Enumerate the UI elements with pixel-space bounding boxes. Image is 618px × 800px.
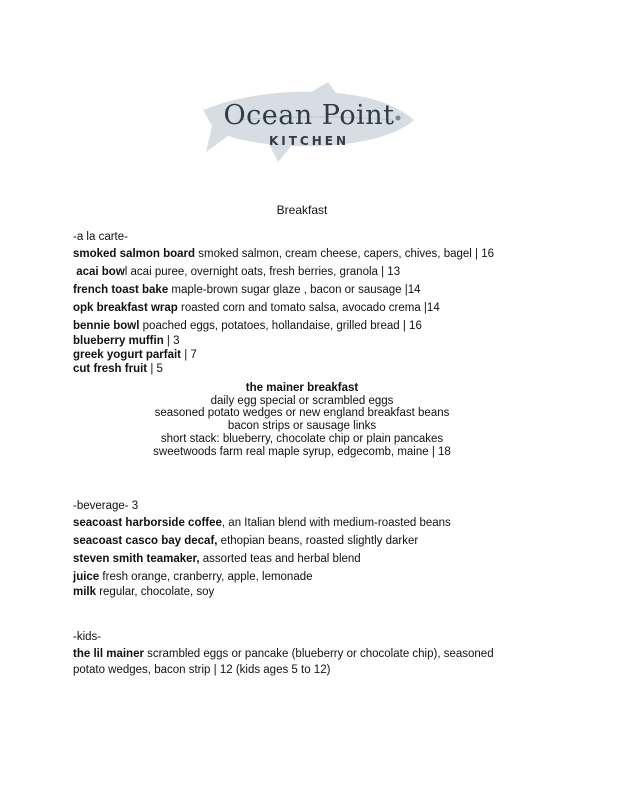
menu-item	[73, 318, 573, 335]
special-name-text: the mainer breakfast	[245, 382, 359, 394]
menu-item-desc: assorted teas and herbal blend	[199, 552, 361, 565]
menu-item-desc: | 5	[147, 363, 163, 375]
menu-item	[73, 533, 573, 550]
section-header: -beverage- 3	[73, 500, 139, 512]
special-line: sweetwoods farm real maple syrup, edgecomb, maine | 18	[153, 445, 451, 458]
menu-item-name: cut fresh fruit	[73, 363, 148, 375]
menu-item-desc: fresh orange, cranberry, apple, lemonade	[99, 570, 313, 583]
menu-item-desc: | 7	[181, 349, 197, 361]
menu-item	[73, 585, 573, 599]
menu-item	[73, 348, 573, 362]
special-line: short stack: blueberry, chocolate chip or plain pancakes	[160, 433, 444, 445]
menu-item-desc: , an Italian blend with medium-roasted beans	[221, 516, 451, 529]
menu-item-desc: regular, chocolate, soy	[96, 586, 215, 598]
menu-item	[73, 551, 573, 568]
special-line: bacon strips or sausage links	[227, 419, 377, 432]
logo-subtitle: KITCHEN	[268, 134, 350, 148]
menu-item-name: smoked salmon board	[73, 247, 196, 260]
beverage-section	[73, 498, 573, 599]
menu-item	[73, 515, 573, 532]
menu-item	[73, 362, 573, 376]
menu-item-name: blueberry muffin	[73, 335, 164, 347]
menu-item-name: milk	[73, 586, 97, 598]
menu-item-desc: scrambled eggs or pancake (blueberry or chocolate chip), seasoned	[143, 647, 494, 660]
menu-item-name: opk breakfast wrap	[73, 301, 178, 314]
kids-section	[73, 629, 573, 679]
special-line: seasoned potato wedges or new england breakfast beans	[154, 407, 450, 419]
menu-item-desc: poached eggs, potatoes, hollandaise, grilled bread | 16	[139, 319, 422, 332]
menu-title: Breakfast	[276, 203, 328, 217]
menu-item-desc: maple-brown sugar glaze , bacon or sausage |14	[168, 283, 421, 296]
mainer-breakfast-special	[0, 382, 604, 458]
a-la-carte-section	[73, 229, 573, 376]
section-header: -kids-	[73, 631, 102, 643]
logo-title: Ocean Point	[223, 100, 395, 131]
special-name	[0, 382, 604, 395]
menu-item-name: the lil mainer	[73, 647, 144, 660]
menu-item-name: juice	[73, 570, 100, 583]
menu-item	[73, 569, 573, 586]
menu-item-desc: l acai puree, overnight oats, fresh berries, granola | 13	[124, 265, 401, 278]
menu-item-name: steven smith teamaker,	[73, 552, 200, 565]
menu-item	[73, 246, 573, 263]
menu-item-desc-continued: potato wedges, bacon strip | 12 (kids ages 5 to 12)	[73, 664, 331, 676]
special-line: daily egg special or scrambled eggs	[210, 394, 394, 407]
menu-item-desc: ethopian beans, roasted slightly darker	[217, 534, 419, 547]
menu-item	[73, 282, 573, 299]
menu-item-name: acai bow	[76, 265, 125, 278]
menu-item	[73, 300, 573, 317]
ocean-point-kitchen-logo	[198, 80, 420, 170]
menu-item-desc: roasted corn and tomato salsa, avocado crema |14	[177, 301, 440, 314]
menu-item-name: bennie bowl	[73, 319, 140, 332]
menu-item-name: greek yogurt parfait	[73, 349, 181, 361]
menu-item-name: french toast bake	[73, 283, 169, 296]
menu-item-name: seacoast casco bay decaf,	[73, 534, 218, 547]
menu-item-name: seacoast harborside coffee	[73, 516, 222, 529]
menu-item	[73, 264, 573, 281]
menu-item	[73, 334, 573, 348]
menu-item-desc: | 3	[163, 335, 180, 347]
menu-item	[73, 646, 573, 663]
section-header: -a la carte-	[73, 231, 128, 243]
menu-item-desc: smoked salmon, cream cheese, capers, chives, bagel | 16	[195, 247, 495, 260]
